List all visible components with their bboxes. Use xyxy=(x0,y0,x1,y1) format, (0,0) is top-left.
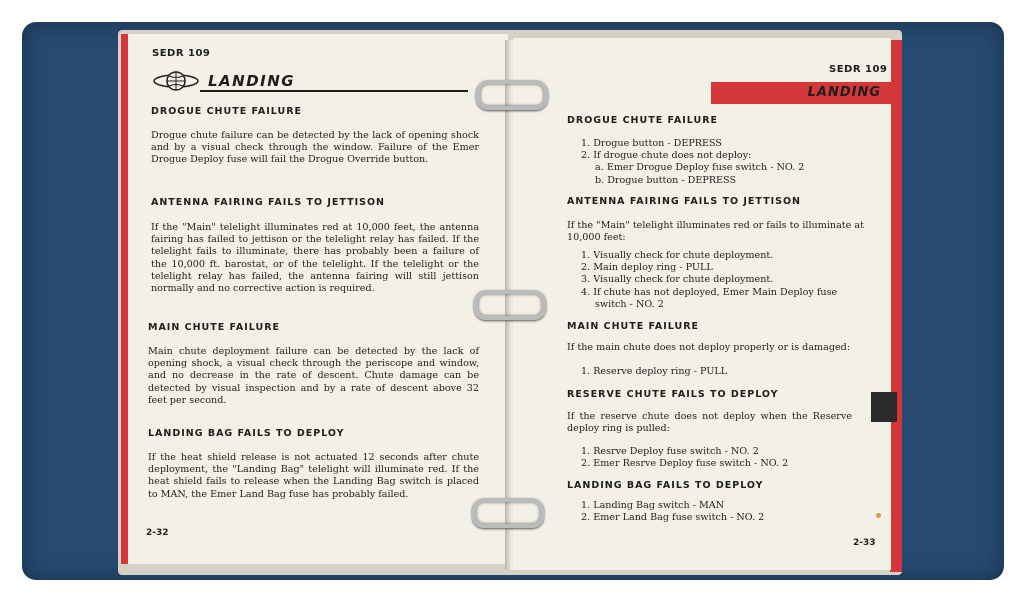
step-list xyxy=(581,138,804,187)
binder-ring-middle xyxy=(474,290,546,320)
list-item: 4. If chute has not deployed, Emer Main Deploy fuse xyxy=(581,286,838,298)
section-heading: DROGUE CHUTE FAILURE xyxy=(567,115,719,126)
section-heading: ANTENNA FAIRING FAILS TO JETTISON xyxy=(151,197,385,208)
section-text: Drogue chute failure can be detected by the lack of opening shock and by a visual check through the window. Failure of the Emer Drogue Deploy fuse will fail the Drogue Override button. xyxy=(151,130,479,166)
section-heading: MAIN CHUTE FAILURE xyxy=(148,322,281,333)
page-dot xyxy=(876,513,881,518)
step-list xyxy=(581,250,871,311)
step-list xyxy=(581,366,727,378)
list-item-continued: switch - NO. 2 xyxy=(595,298,664,310)
page-title: LANDING xyxy=(208,72,296,90)
section-heading: LANDING BAG FAILS TO DEPLOY xyxy=(567,480,764,491)
list-item: 2. Main deploy ring - PULL xyxy=(581,262,713,274)
section-heading: MAIN CHUTE FAILURE xyxy=(567,321,700,332)
section-heading: ANTENNA FAIRING FAILS TO JETTISON xyxy=(567,196,801,207)
binder-ring-bottom xyxy=(472,498,544,528)
index-tab-marker xyxy=(871,392,897,422)
list-item: 1. Reserve deploy ring - PULL xyxy=(581,366,728,377)
list-item: 2. Emer Resrve Deploy fuse switch - NO. 2 xyxy=(581,458,789,470)
left-page xyxy=(128,34,508,564)
list-item: 2. If drogue chute does not deploy: xyxy=(581,150,752,162)
sedr-label: SEDR 109 xyxy=(152,48,211,59)
section-text: If the "Main" telelight illuminates red or fails to illuminate at 10,000 feet: xyxy=(567,220,864,244)
section-heading: LANDING BAG FAILS TO DEPLOY xyxy=(148,428,345,439)
section-heading: DROGUE CHUTE FAILURE xyxy=(151,106,303,117)
right-red-tab-edge xyxy=(890,40,902,572)
globe-logo-icon xyxy=(152,70,200,92)
list-item: 1. Landing Bag switch - MAN xyxy=(581,500,725,511)
list-item: 2. Emer Land Bag fuse switch - NO. 2 xyxy=(581,512,765,524)
list-item: 1. Drogue button - DEPRESS xyxy=(581,138,722,149)
page-number: 2-33 xyxy=(853,538,876,548)
list-item: 3. Visually check for chute deployment. xyxy=(581,274,774,286)
banner-title: LANDING xyxy=(807,85,881,100)
list-subitem: a. Emer Drogue Deploy fuse switch - NO. 2 xyxy=(595,162,805,174)
right-page xyxy=(513,38,891,570)
section-text: Main chute deployment failure can be detected by the lack of opening shock, a visual check through the periscope and window, and no decrease in the rate of descent. Chute damage can be detected by visual inspection and by a rate of descent above 32 feet per second. xyxy=(148,346,479,406)
list-item: 1. Visually check for chute deployment. xyxy=(581,250,774,261)
section-text: If the "Main" telelight illuminates red at 10,000 feet, the antenna fairing has failed to jettison or the telelight relay has failed. If the telelight fails to illuminate, there has probably been a failure of the 10,000 ft. barostat, or of the telelight. If the telelight or the telelight relay has failed, the antenna fairing will still jettison normally and no corrective action is required. xyxy=(151,222,479,295)
landing-banner xyxy=(711,82,891,104)
step-list xyxy=(581,446,788,470)
page-number: 2-32 xyxy=(146,528,169,538)
section-text: If the main chute does not deploy properly or is damaged: xyxy=(567,342,851,353)
section-text: If the heat shield release is not actuated 12 seconds after chute deployment, the "Landing Bag" telelight will illuminate red. If the heat shield fails to release when the Landing Bag switch is placed to MAN, the Emer Land Bag fuse has probably failed. xyxy=(148,452,479,500)
sedr-label: SEDR 109 xyxy=(829,64,888,75)
title-rule xyxy=(200,90,468,92)
list-item: 1. Resrve Deploy fuse switch - NO. 2 xyxy=(581,446,759,457)
step-list xyxy=(581,500,764,524)
section-text: If the reserve chute does not deploy when the Reserve deploy ring is pulled: xyxy=(567,411,852,435)
binder-ring-top xyxy=(476,80,548,110)
list-subitem: b. Drogue button - DEPRESS xyxy=(595,174,737,186)
section-heading: RESERVE CHUTE FAILS TO DEPLOY xyxy=(567,389,779,400)
